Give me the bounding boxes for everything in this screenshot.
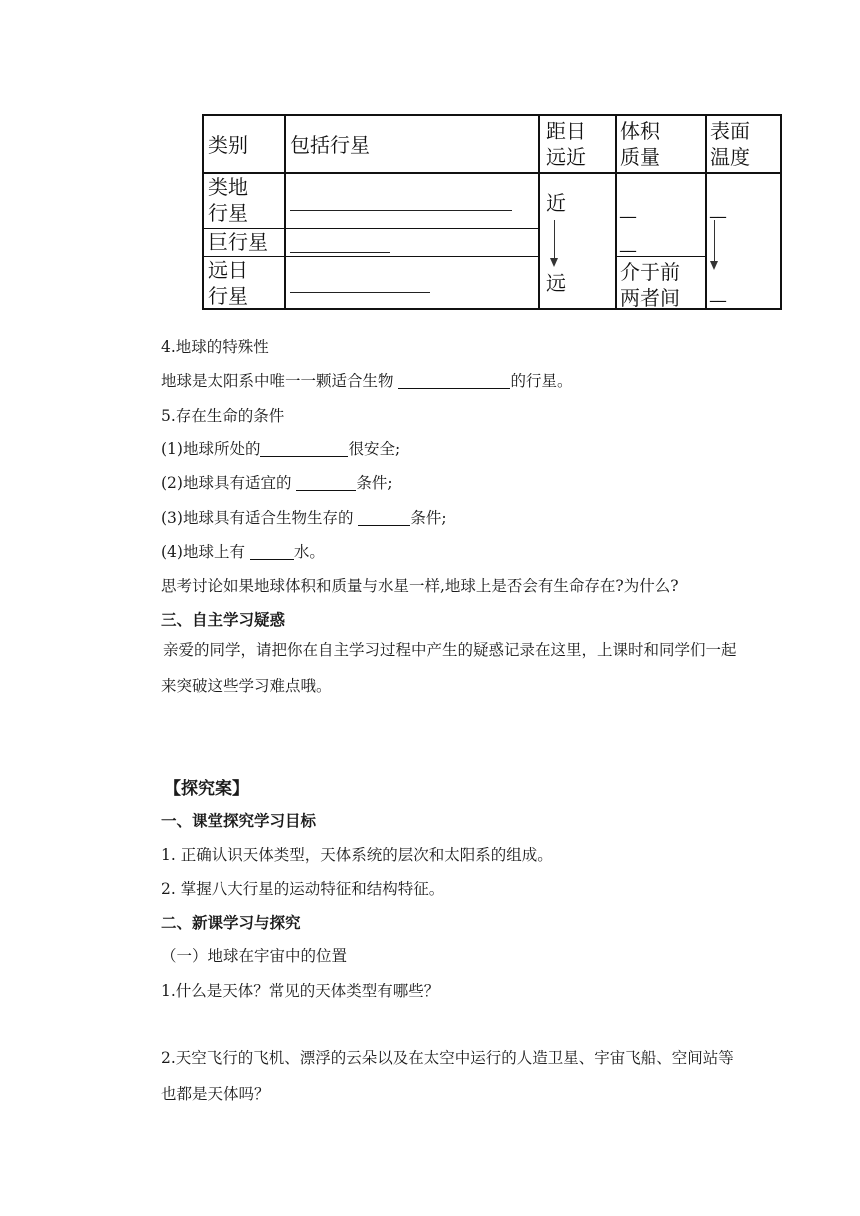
goal-item: 2. 掌握八大行星的运动特征和结构特征。: [161, 880, 445, 898]
arrow-down-icon: [550, 258, 558, 267]
table-header-divider: [204, 172, 780, 174]
distance-near-label: 近: [546, 191, 566, 215]
row-giant-label: 巨行星: [208, 230, 268, 254]
distance-arrow-shaft: [554, 220, 555, 260]
planet-category-table: [202, 114, 782, 310]
section5-title: 5.存在生命的条件: [161, 407, 285, 425]
far-planets-blank: [290, 292, 430, 293]
section4-sentence: [161, 370, 572, 392]
fill-blank: [358, 509, 410, 526]
terrestrial-mass-blank: __: [620, 199, 636, 218]
table-col-divider: [284, 116, 286, 308]
condition-item: [161, 507, 447, 529]
table-col-divider: [705, 116, 707, 308]
section4-title: 4.地球的特殊性: [161, 338, 269, 356]
new-lesson-title: 二、新课学习与探究: [161, 913, 301, 932]
header-category: 类别: [208, 133, 248, 157]
fill-blank: [398, 372, 510, 389]
header-surface-temp: 表面 温度: [710, 119, 750, 169]
question-1: 1.什么是天体？常见的天体类型有哪些？: [161, 982, 440, 1000]
self-study-title: 三、自主学习疑惑: [161, 610, 286, 629]
far-temp-blank: __: [710, 283, 726, 302]
condition-text: 条件;: [410, 509, 447, 527]
temperature-arrow-shaft: [714, 220, 715, 262]
table-row-divider: [615, 256, 705, 257]
condition-text: 水。: [293, 543, 325, 561]
row-terrestrial-label: 类地 行星: [208, 175, 248, 225]
section4-text-after: 的行星。: [510, 372, 573, 390]
fill-blank: [250, 543, 294, 560]
condition-text: 条件;: [356, 474, 393, 492]
condition-text: (1)地球所处的: [161, 440, 261, 458]
condition-item: [161, 472, 393, 494]
row-far-label: 远日 行星: [208, 258, 248, 308]
goals-title: 一、课堂探究学习目标: [161, 811, 317, 830]
giant-mass-blank: __: [620, 233, 636, 252]
section4-text-before: 地球是太阳系中唯一一颗适合生物: [161, 372, 399, 390]
condition-text: 很安全;: [348, 440, 401, 458]
arrow-down-icon: [710, 261, 718, 270]
table-row-divider: [204, 256, 538, 257]
header-distance: 距日 远近: [546, 119, 586, 169]
condition-text: (4)地球上有: [161, 543, 250, 561]
condition-item: [161, 541, 325, 563]
far-mass-text: 介于前 两者间: [620, 260, 680, 310]
header-volume-mass: 体积 质量: [620, 119, 660, 169]
table-col-divider: [538, 116, 540, 308]
fill-blank: [260, 440, 348, 457]
giant-planets-blank: [290, 252, 390, 253]
condition-text: (2)地球具有适宜的: [161, 474, 297, 492]
subsection-title: （一）地球在宇宙中的位置: [161, 947, 348, 965]
distance-far-label: 远: [546, 271, 566, 295]
discussion-question: 思考讨论如果地球体积和质量与水星一样,地球上是否会有生命存在?为什么?: [161, 577, 679, 595]
question-2: 2.天空飞行的飞机、漂浮的云朵以及在太空中运行的人造卫星、宇宙飞船、空间站等也都是天体吗？: [161, 1049, 734, 1103]
terrestrial-planets-blank: [290, 210, 512, 211]
terrestrial-temp-blank: __: [710, 199, 726, 218]
inquiry-heading: 【探究案】: [164, 779, 249, 799]
goal-item: 1. 正确认识天体类型，天体系统的层次和太阳系的组成。: [161, 846, 553, 864]
fill-blank: [296, 474, 356, 491]
table-col-divider: [615, 116, 617, 308]
self-study-text: 亲爱的同学，请把你在自主学习过程中产生的疑惑记录在这里，上课时和同学们一起来突破这些学习难点哦。: [161, 641, 737, 695]
header-planets: 包括行星: [290, 133, 370, 157]
condition-text: (3)地球具有适合生物生存的: [161, 509, 359, 527]
condition-item: [161, 438, 400, 460]
